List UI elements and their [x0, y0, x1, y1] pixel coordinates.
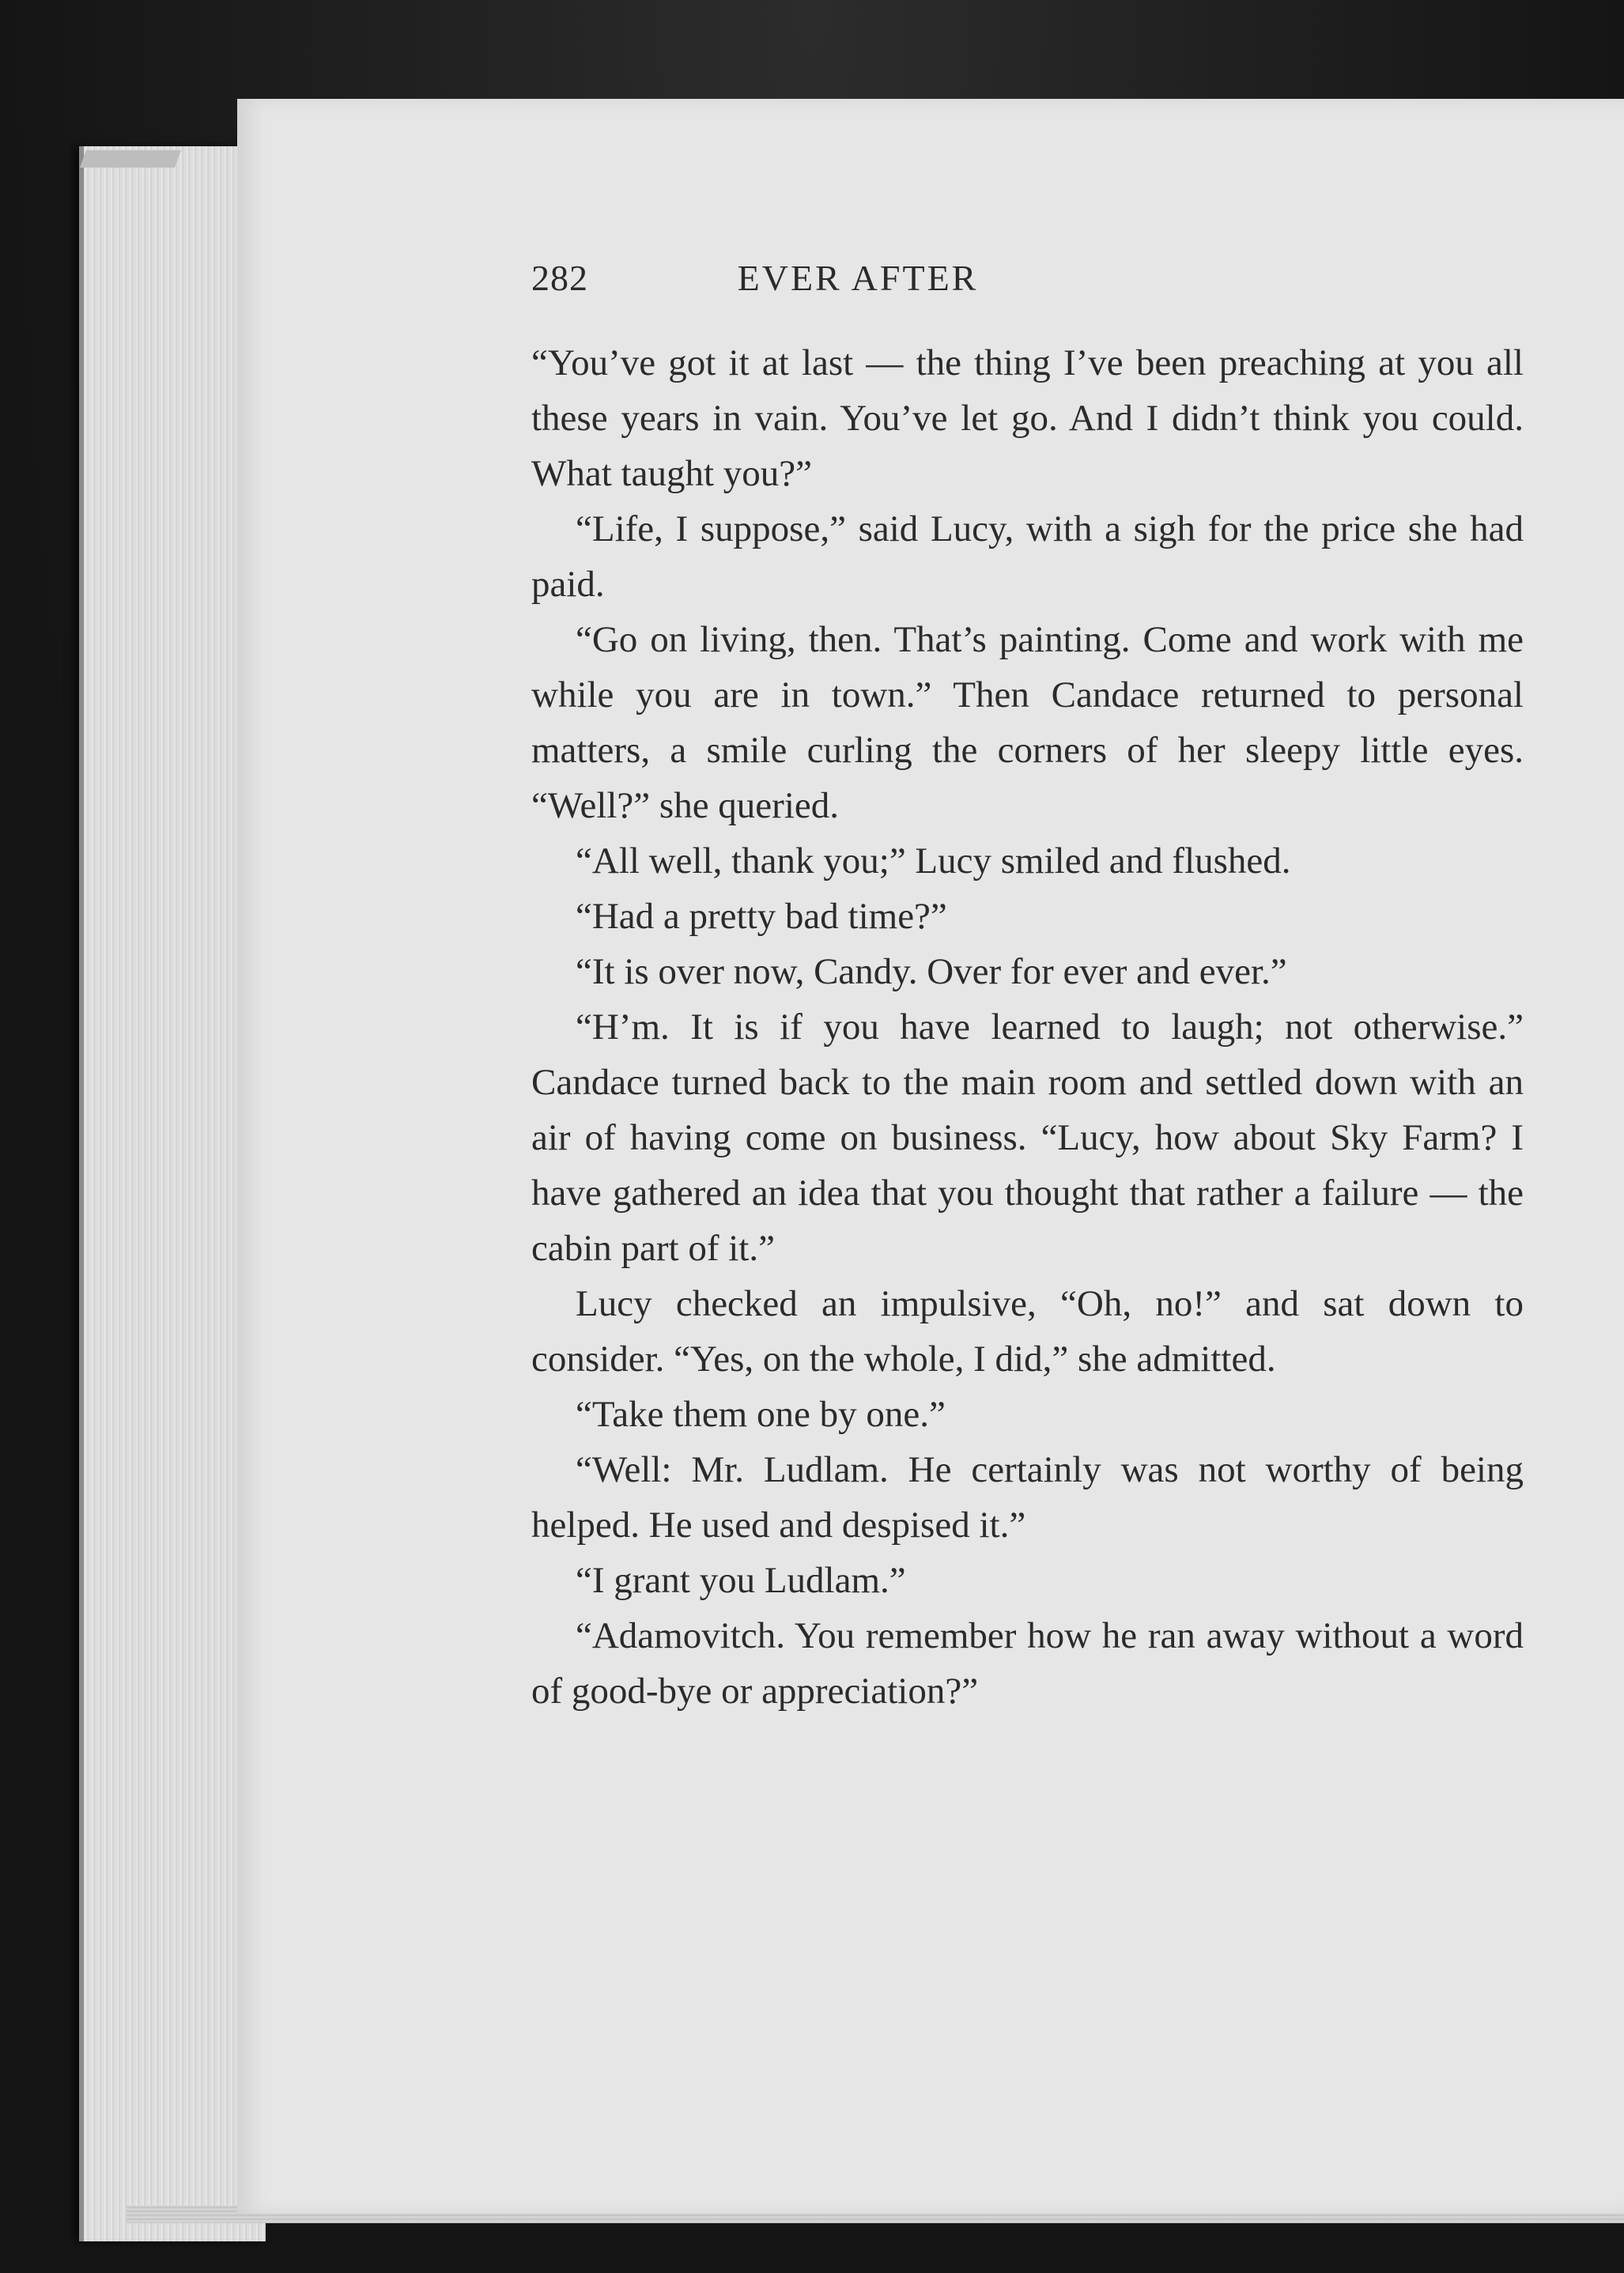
paragraph: “You’ve got it at last — the thing I’ve been preaching at you all these years in vain. You’ve let go. And I didn’t think you could. What taught you?” [531, 342, 1524, 494]
paragraph: “H’m. It is if you have learned to laugh; not otherwise.” Candace turned back to the main room and settled down with an air of having come on business. “Lucy, how about Sky Farm? I have gathered an idea that you thought that rather a failure — the cabin part of it.” [531, 1006, 1524, 1269]
body-text [531, 335, 1524, 1719]
paragraph: “Life, I suppose,” said Lucy, with a sigh for the price she had paid. [531, 508, 1524, 605]
paragraph: “Go on living, then. That’s painting. Come and work with me while you are in town.” Then Candace returned to personal matters, a smile curling the corners of her sleepy little eyes. “Well?” she queried. [531, 619, 1524, 826]
paragraph: “Take them one by one.” [576, 1394, 946, 1435]
paragraph: “I grant you Ludlam.” [576, 1560, 906, 1601]
paragraph: “It is over now, Candy. Over for ever and ever.” [576, 951, 1287, 992]
paragraph: “Well: Mr. Ludlam. He certainly was not worthy of being helped. He used and despised it.” [531, 1449, 1524, 1546]
running-title: EVER AFTER [737, 258, 979, 298]
page-header [531, 257, 1184, 304]
paragraph: “All well, thank you;” Lucy smiled and flushed. [576, 840, 1291, 882]
paragraph: “Had a pretty bad time?” [576, 896, 947, 937]
paragraph: “Adamovitch. You remember how he ran away without a word of good-bye or appreciation?” [531, 1615, 1524, 1712]
book-cover-lip [80, 150, 181, 168]
page-number: 282 [531, 258, 588, 298]
paragraph: Lucy checked an impulsive, “Oh, no!” and sat down to consider. “Yes, on the whole, I did,” she admitted. [531, 1283, 1524, 1380]
